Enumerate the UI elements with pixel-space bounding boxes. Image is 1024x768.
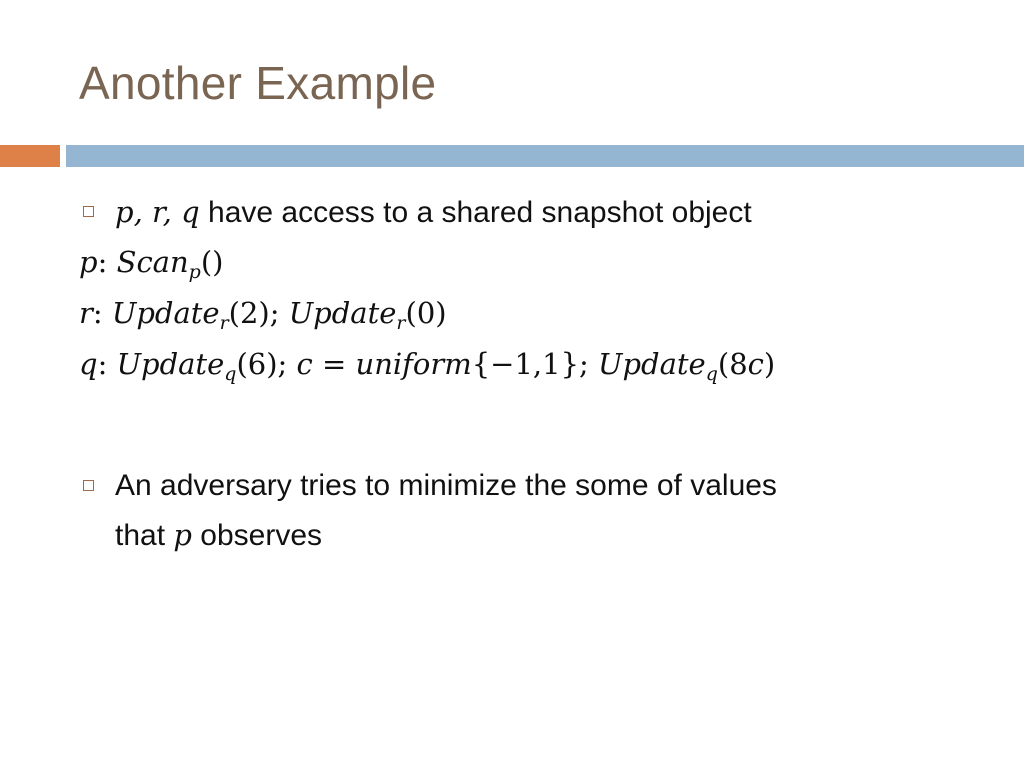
bullet-2-math: p [173, 518, 192, 552]
q-arg-2-var: c [747, 347, 764, 381]
accent-bar-orange [0, 145, 60, 167]
q-equals: = [312, 347, 356, 381]
r-func-1: Update [111, 296, 220, 330]
q-arg-2-end: ) [763, 347, 776, 381]
q-set: {−1,1}; [471, 347, 589, 381]
bullet-2-before: that [115, 519, 174, 552]
r-label: r [79, 296, 93, 330]
code-line-q [79, 347, 776, 385]
code-line-r [79, 296, 447, 334]
bullet-square-icon [83, 206, 94, 217]
q-func-1: Update [116, 347, 225, 381]
code-line-p [79, 245, 224, 283]
q-sub-2: q [705, 363, 718, 385]
q-arg-2: (8 [717, 347, 748, 381]
bullet-1-text: have access to a shared snapshot object [199, 196, 752, 229]
r-arg-1: (2); [228, 296, 280, 330]
q-sub-1: q [224, 363, 237, 385]
q-arg-1: (6); [236, 347, 288, 381]
r-arg-2: (0) [405, 296, 447, 330]
bullet-2-line-1: An adversary tries to minimize the some of values [115, 469, 777, 502]
bullet-2-after: observes [191, 519, 323, 552]
p-rest: () [200, 245, 224, 279]
colon: : [97, 347, 117, 381]
bullet-1 [115, 195, 752, 229]
p-sub: p [188, 261, 201, 283]
r-sub-2: r [396, 312, 406, 334]
r-func-2: Update [288, 296, 397, 330]
colon: : [97, 245, 117, 279]
p-label: p [79, 245, 98, 279]
r-sub-1: r [219, 312, 229, 334]
accent-bar-blue [66, 145, 1024, 167]
slide-title: Another Example [79, 57, 437, 109]
bullet-square-icon [83, 480, 94, 491]
q-uniform: uniform [355, 347, 472, 381]
q-func-2: Update [598, 347, 706, 381]
q-label: q [79, 347, 98, 381]
bullet-2-line-2 [115, 518, 323, 552]
q-var-c: c [296, 347, 313, 381]
bullet-1-math: p, r, q [115, 195, 200, 229]
p-func: Scan [116, 245, 189, 279]
colon: : [92, 296, 112, 330]
